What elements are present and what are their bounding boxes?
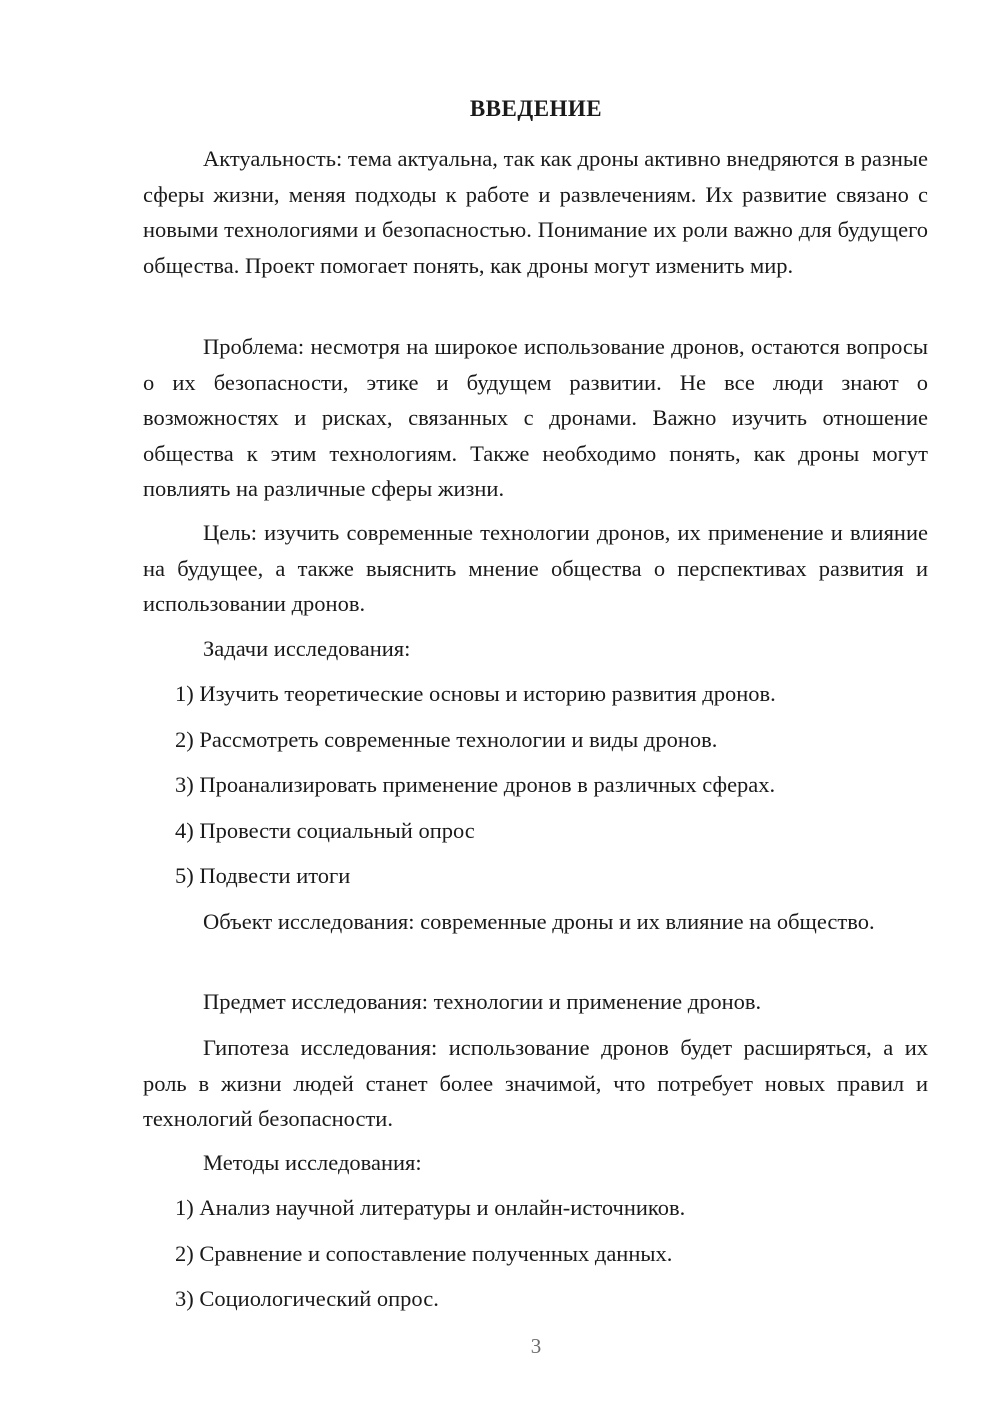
task-item: 4) Провести социальный опрос xyxy=(175,818,475,843)
task-item: 1) Изучить теоретические основы и историю развития дронов. xyxy=(175,681,776,706)
subject-line: Предмет исследования: технологии и применение дронов. xyxy=(203,989,762,1014)
relevance-paragraph: Актуальность: тема актуальна, так как дроны активно внедряются в разные сферы жизни, меняя подходы к работе и развлечениям. Их развитие связано с новыми технологиями и безопасностью. Понимание их роли важно для будущего общества. Проект помогает понять, как дроны могут изменить мир. xyxy=(143,146,928,278)
task-item: 5) Подвести итоги xyxy=(175,863,351,888)
problem-paragraph: Проблема: несмотря на широкое использование дронов, остаются вопросы о их безопасности, этике и будущем развитии. Не все люди знают о возможностях и рисках, связанных с дронами. Важно изучить отношение общества к этим технологиям. Также необходимо понять, как дроны могут повлиять на различные сферы жизни. xyxy=(143,334,928,501)
goal-paragraph: Цель: изучить современные технологии дронов, их применение и влияние на будущее, а также выяснить мнение общества о перспективах развития и использовании дронов. xyxy=(143,520,928,616)
method-item: 2) Сравнение и сопоставление полученных данных. xyxy=(175,1241,673,1266)
task-item: 2) Рассмотреть современные технологии и виды дронов. xyxy=(175,727,718,752)
task-item: 3) Проанализировать применение дронов в различных сферах. xyxy=(175,772,776,797)
methods-heading: Методы исследования: xyxy=(203,1150,422,1175)
page-number: 3 xyxy=(530,1334,542,1358)
method-item: 3) Социологический опрос. xyxy=(175,1286,439,1311)
hypothesis-paragraph: Гипотеза исследования: использование дронов будет расширяться, а их роль в жизни людей станет более значимой, что потребует новых правил и технологий безопасности. xyxy=(143,1035,928,1131)
tasks-heading: Задачи исследования: xyxy=(203,636,411,661)
method-item: 1) Анализ научной литературы и онлайн-источников. xyxy=(175,1195,686,1220)
page-title: ВВЕДЕНИЕ xyxy=(469,96,603,121)
object-paragraph: Объект исследования: современные дроны и их влияние на общество. xyxy=(203,909,875,934)
